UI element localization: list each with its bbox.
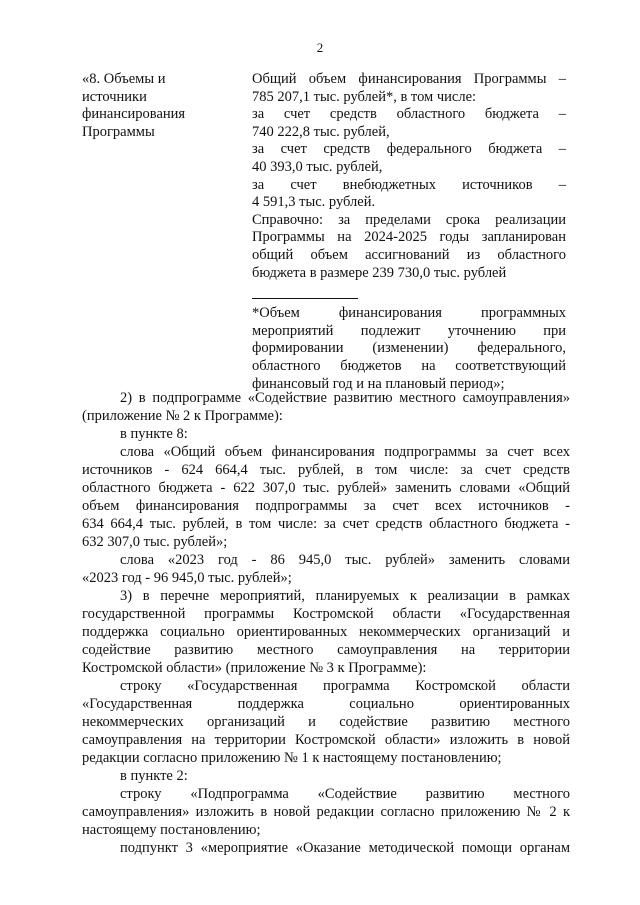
body-line: Костромской области» (приложение № 3 к Программе): xyxy=(82,660,427,676)
body-line: слова «Общий объем финансирования подпрограммы за счет всех xyxy=(120,444,570,460)
footnote-line: мероприятий подлежит уточнению при xyxy=(252,322,566,339)
body-line: 632 307,0 тыс. рублей»; xyxy=(82,534,228,550)
body-line: поддержка социально ориентированных некоммерческих организаций и xyxy=(82,624,570,640)
body-line: в пункте 2: xyxy=(120,768,188,784)
content-line: 740 222,8 тыс. рублей, xyxy=(252,123,390,140)
body-line: строку «Государственная программа Костромской области xyxy=(120,678,570,694)
section-8-content xyxy=(252,71,566,393)
body-line: государственной программы Костромской области «Государственная xyxy=(82,606,570,622)
body-line: 2) в подпрограмме «Содействие развитию местного самоуправления» xyxy=(120,390,570,406)
body-line: редакции согласно приложению № 1 к настоящему постановлению; xyxy=(82,750,502,766)
content-line: Программы на 2024-2025 годы запланирован xyxy=(252,229,566,246)
body-line: областного бюджета - 622 307,0 тыс. рублей» заменить словами «Общий xyxy=(82,480,570,496)
content-line: общий объем ассигнований из областного xyxy=(252,246,566,263)
body-line: самоуправления на территории Костромской области» изложить в новой xyxy=(82,732,570,748)
content-line: 40 393,0 тыс. рублей, xyxy=(252,158,383,175)
body-line: 634 664,4 тыс. рублей, в том числе: за счет средств областного бюджета - xyxy=(82,516,570,532)
section-8-label xyxy=(82,71,232,141)
body-line: самоуправления» изложить в новой редакции согласно приложению № 2 к xyxy=(82,804,570,820)
footnote-line: *Объем финансирования программных xyxy=(252,305,566,322)
footnote-separator xyxy=(252,298,358,299)
body-line: «2023 год - 96 945,0 тыс. рублей»; xyxy=(82,570,292,586)
body-line: подпункт 3 «мероприятие «Оказание методической помощи органам xyxy=(120,840,570,856)
content-line: Справочно: за пределами срока реализации xyxy=(252,211,566,228)
label-line: финансирования xyxy=(82,106,186,123)
label-line: источники xyxy=(82,88,147,105)
body-text xyxy=(82,389,570,857)
content-line: Общий объем финансирования Программы – xyxy=(252,71,566,87)
body-line: в пункте 8: xyxy=(120,426,188,442)
body-line: 3) в перечне мероприятий, планируемых к реализации в рамках xyxy=(120,588,570,604)
body-line: источников - 624 664,4 тыс. рублей, в том числе: за счет средств xyxy=(82,462,570,478)
page-number: 2 xyxy=(316,40,324,55)
body-line: строку «Подпрограмма «Содействие развитию местного xyxy=(120,786,570,802)
content-line: 785 207,1 тыс. рублей*, в том числе: xyxy=(252,88,477,105)
label-line: Программы xyxy=(82,123,155,140)
body-line: слова «2023 год - 86 945,0 тыс. рублей» заменить словами xyxy=(120,552,570,568)
body-line: (приложение № 2 к Программе): xyxy=(82,408,283,424)
body-line: «Государственная поддержка социально ориентированных xyxy=(82,696,570,712)
body-line: объем финансирования подпрограммы за счет всех источников - xyxy=(82,498,570,514)
content-line: бюджета в размере 239 730,0 тыс. рублей xyxy=(252,264,507,281)
footnote-line: областного бюджетов на соответствующий xyxy=(252,357,566,374)
footnote-line: формировании (изменении) федерального, xyxy=(252,340,566,357)
label-line: «8. Объемы и xyxy=(82,71,166,87)
content-line: 4 591,3 тыс. рублей. xyxy=(252,194,376,211)
content-line: за счет средств федерального бюджета – xyxy=(252,141,566,158)
body-line: настоящему постановлению; xyxy=(82,822,261,838)
footnote-line: финансовый год и на плановый период»; xyxy=(252,375,505,392)
body-line: некоммерческих организаций и содействие развитию местного xyxy=(82,714,570,730)
content-line: за счет средств областного бюджета – xyxy=(252,106,566,123)
body-line: содействие развитию местного самоуправления на территории xyxy=(82,642,570,658)
content-line: за счет внебюджетных источников – xyxy=(252,176,566,193)
